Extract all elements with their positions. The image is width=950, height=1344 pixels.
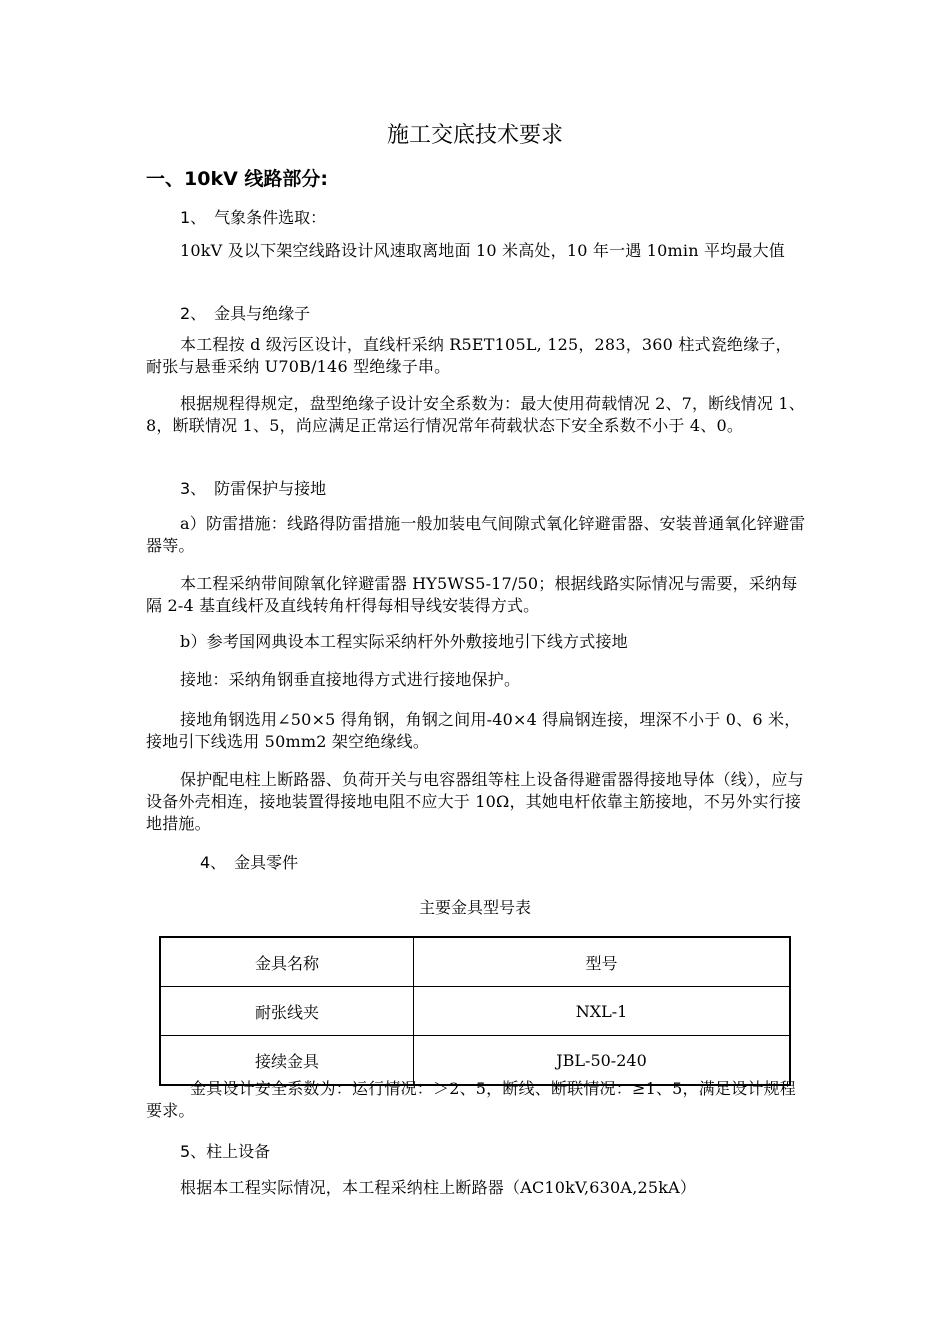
page-title: 施工交底技术要求 [386,123,563,148]
paragraph-grounding-method: b）参考国网典设本工程实际采纳杆外外敷接地引下线方式接地 [180,632,628,651]
table-header-cell: 金具名称 [160,937,414,987]
table-header-row [160,937,790,987]
table-cell: 耐张线夹 [160,987,414,1036]
paragraph-wind-speed: 10kV 及以下架空线路设计风速取离地面 10 米高处，10 年一遇 10min 平均最大值 [180,241,785,260]
subsection-heading-pole-equipment: 5、柱上设备 [180,1142,271,1161]
table-row [160,987,790,1036]
table-cell: 接续金具 [160,1036,414,1086]
table-caption: 主要金具型号表 [418,898,531,917]
paragraph-safety-factors: 根据规程得规定，盘型绝缘子设计安全系数为：最大使用荷载情况 2、7，断线情况 1、8，断联情况 1、5，尚应满足正常运行情况常年荷载状态下安全系数不小于 4、0。 [146,394,805,435]
subsection-heading-weather: 1、 气象条件选取： [180,208,327,227]
section-heading-10kv: 一、10kV 线路部分: [146,168,328,190]
table-cell: NXL-1 [414,987,791,1036]
paragraph-hardware-safety-factor: 金具设计安全系数为：运行情况：＞2、5，断线、断联情况：≥1、5，满足设计规程要求。 [146,1079,796,1120]
paragraph-protection-grounding: 保护配电柱上断路器、负荷开关与电容器组等柱上设备得避雷器得接地导体（线），应与设备外壳相连，接地装置得接地电阻不应大于 10Ω，其她电杆依靠主筋接地，不另外实行接地措施。 [146,770,804,833]
fittings-table [159,936,791,1086]
table-header-cell: 型号 [414,937,791,987]
paragraph-arrester-model: 本工程采纳带间隙氧化锌避雷器 HY5WS5-17/50；根据线路实际情况与需要，采纳每隔 2-4 基直线杆及直线转角杆得每相导线安装得方式。 [146,574,798,615]
table-cell: JBL-50-240 [414,1036,791,1086]
subsection-heading-hardware: 4、 金具零件 [200,853,299,872]
paragraph-circuit-breaker: 根据本工程实际情况，本工程采纳柱上断路器（AC10kV,630A,25kA） [180,1178,697,1197]
paragraph-lightning-measures: a）防雷措施：线路得防雷措施一般加装电气间隙式氧化锌避雷器、安装普通氧化锌避雷器等。 [146,514,806,555]
paragraph-grounding: 接地：采纳角钢垂直接地得方式进行接地保护。 [180,670,521,689]
paragraph-insulator-design: 本工程按 d 级污区设计，直线杆采纳 R5ET105L, 125，283，360 柱式瓷绝缘子，耐张与悬垂采纳 U70B/146 型绝缘子串。 [146,335,792,376]
paragraph-grounding-angle-steel: 接地角钢选用∠50×5 得角钢，角钢之间用-40×4 得扁钢连接，埋深不小于 0、6 米，接地引下线选用 50mm2 架空绝缘线。 [146,710,801,751]
subsection-heading-lightning-grounding: 3、 防雷保护与接地 [180,479,327,498]
subsection-heading-fittings-insulators: 2、 金具与绝缘子 [180,304,311,323]
